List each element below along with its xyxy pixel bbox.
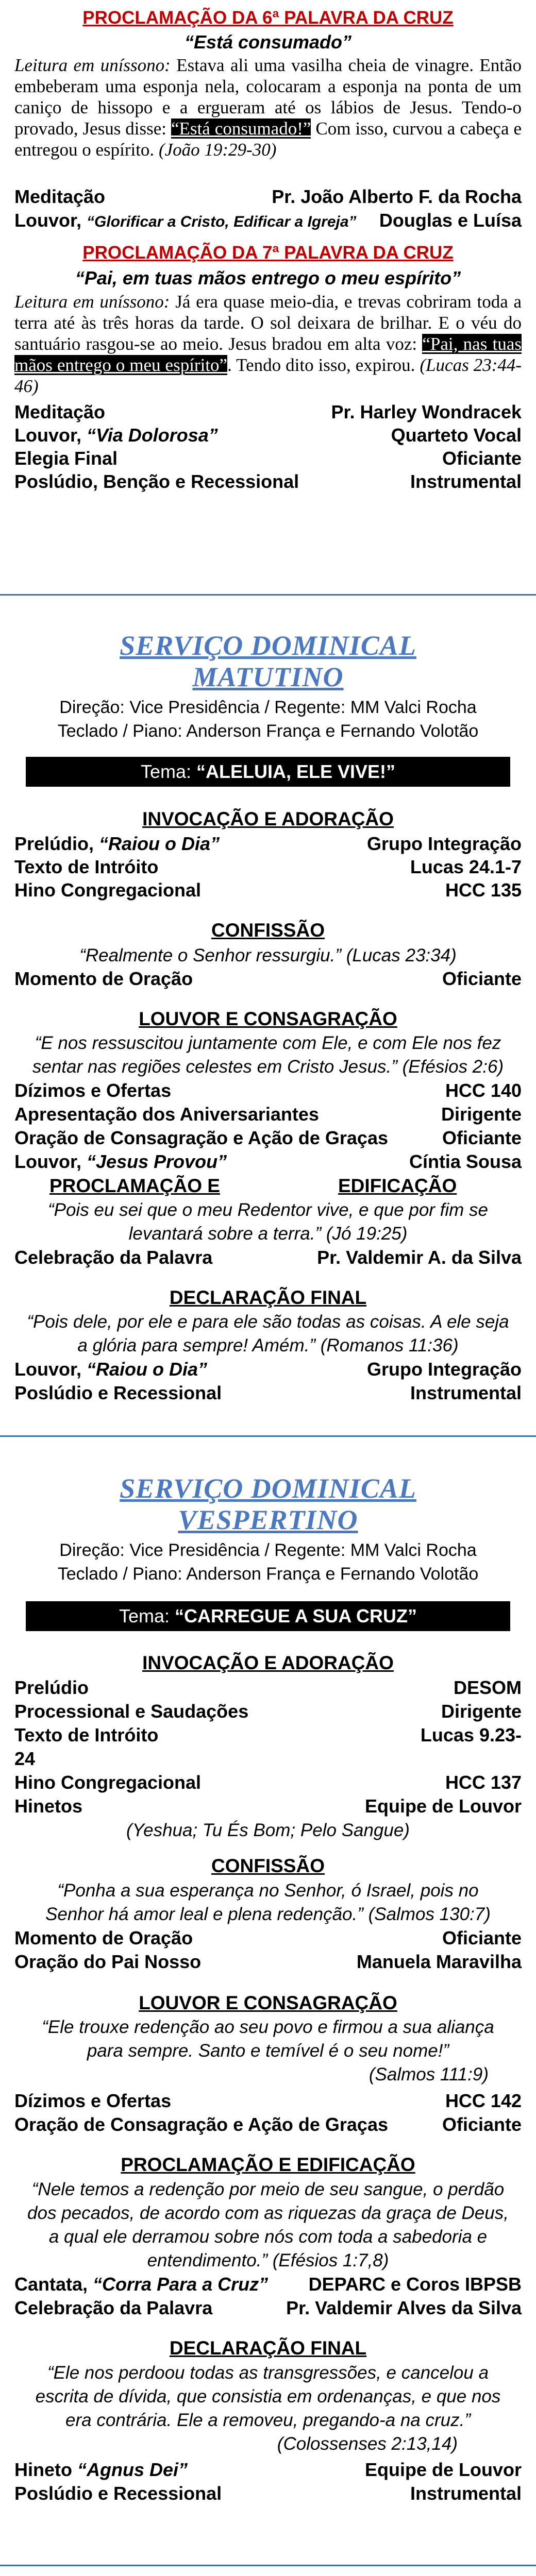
row-label: Texto de Intróito <box>14 856 159 877</box>
confissao-quote-line: “Ponha a sua esperança no Senhor, ó Israel, pois no <box>57 1880 479 1901</box>
meditacao-row <box>14 401 522 423</box>
declaracao-quote-ref: (Colossenses 2:13,14) <box>277 2434 458 2454</box>
row-label: Apresentação dos Aniversariantes <box>14 1104 319 1125</box>
louvor-row <box>14 424 522 447</box>
proclamacao-quote-line: “Nele temos a redenção por meio de seu sangue, o perdão <box>31 2179 505 2199</box>
section-divider <box>0 2565 536 2566</box>
louvor-quote-ref: (Salmos 111:9) <box>368 2064 489 2084</box>
row-value: Pr. João Alberto F. da Rocha <box>272 186 522 207</box>
service-title-line2: MATUTINO <box>192 662 344 692</box>
hinetos-row <box>14 1795 522 1818</box>
proc7-heading: PROCLAMAÇÃO DA 7ª PALAVRA DA CRUZ <box>82 243 454 263</box>
row-value: Equipe de Louvor <box>364 1795 522 1817</box>
oracao-row <box>14 968 522 990</box>
proc7-reading <box>14 291 522 397</box>
row-label: Hinetos <box>14 1795 83 1817</box>
reading-text: Já era quase meio-dia, e trevas cobriram toda a terra até às três horas da tarde. O sol deixara de brilhar. E o véu do santuário rasgou-se ao meio. Jesus bradou em alta voz: <box>14 292 522 354</box>
row-value: HCC 140 <box>445 1080 522 1101</box>
section-heading-invocacao: INVOCAÇÃO E ADORAÇÃO <box>142 808 394 829</box>
service-title-line1: SERVIÇO DOMINICAL <box>120 630 416 661</box>
row-value: Oficiante <box>442 1927 522 1948</box>
reading-text-end: Com isso, curvou a cabeça e entregou o espírito. <box>14 118 522 160</box>
section-heading-declaracao: DECLARAÇÃO FINAL <box>169 2337 367 2359</box>
row-label: Louvor, “Glorificar a Cristo, Edificar a Igreja” <box>14 210 357 231</box>
proclamacao-quote-line: entendimento.” (Efésios 1:7,8) <box>147 2250 389 2270</box>
row-label: Hino Congregacional <box>14 879 202 901</box>
teclado: Teclado / Piano: Anderson França e Fernando Volotão <box>57 1564 479 1584</box>
declaracao-quote-line: “Ele nos perdoou todas as transgressões, e cancelou a <box>47 2363 489 2383</box>
declaracao-quote-line: escrita de dívida, que consistia em ordenanças, e que nos <box>35 2386 501 2406</box>
oracao-row <box>14 1927 522 1950</box>
louvor-quote-line: “Ele trouxe redenção ao seu povo e firmou a sua aliança <box>42 2017 494 2037</box>
row-value: Oficiante <box>442 1127 522 1148</box>
confissao-quote-line: Senhor há amor leal e plena redenção.” (Salmos 130:7) <box>45 1904 491 1924</box>
row-value: HCC 135 <box>445 879 522 901</box>
meditacao-row <box>14 185 522 208</box>
direcao: Direção: Vice Presidência / Regente: MM Valci Rocha <box>59 1540 477 1560</box>
row-value: Instrumental <box>410 1382 522 1403</box>
row-label: Hineto “Agnus Dei” <box>14 2459 188 2480</box>
row-value: Dirigente <box>441 1104 522 1125</box>
service-title-line2: VESPERTINO <box>178 1504 358 1535</box>
hino-row <box>14 1771 522 1794</box>
introito-row <box>14 856 522 878</box>
tema-value: “CARREGUE A SUA CRUZ” <box>175 1605 417 1626</box>
processional-row <box>14 1700 522 1723</box>
section-heading-proclamacao: PROCLAMAÇÃO E <box>49 1175 220 1196</box>
row-label: Meditação <box>14 401 106 422</box>
row-label: Poslúdio e Recessional <box>14 1382 222 1403</box>
dizimos-row <box>14 2090 522 2112</box>
row-label: Elegia Final <box>14 448 118 469</box>
row-label: Oração de Consagração e Ação de Graças <box>14 2114 388 2135</box>
row-value: Instrumental <box>410 471 522 492</box>
row-label: Texto de Intróito <box>14 1724 159 1745</box>
row-value: Equipe de Louvor <box>364 2459 522 2480</box>
row-label: Poslúdio, Benção e Recessional <box>14 471 299 492</box>
highlighted-quote: “Está consumado!” <box>171 118 311 139</box>
tema-banner <box>26 1601 510 1631</box>
louvor-quote-line: sentar nas regiões celestes em Cristo Jesus.” (Efésios 2:6) <box>32 1057 504 1077</box>
row-label: Louvor, “Raiou o Dia” <box>14 1359 208 1380</box>
row-label: Louvor, “Jesus Provou” <box>14 1151 227 1172</box>
row-value: Pr. Valdemir Alves da Silva <box>286 2297 522 2318</box>
song-title: “Via Dolorosa” <box>87 425 218 446</box>
consagracao-row <box>14 2113 522 2136</box>
song-title: “Agnus Dei” <box>77 2459 188 2480</box>
direcao: Direção: Vice Presidência / Regente: MM Valci Rocha <box>59 698 477 717</box>
hino-row <box>14 879 522 902</box>
tema-label: Tema: <box>140 761 191 782</box>
celebracao-row <box>14 2297 522 2319</box>
row-value: Pr. Valdemir A. da Silva <box>317 1247 522 1268</box>
row-label: Meditação <box>14 186 106 207</box>
row-value: Quarteto Vocal <box>391 425 522 446</box>
declaracao-quote-line: a glória para sempre! Amém.” (Romanos 11:36) <box>77 1335 459 1355</box>
louvor-row <box>14 209 522 233</box>
proclamacao-quote-line: a qual ele derramou sobre nós com toda a sabedoria e <box>48 2227 488 2247</box>
section-heading-edificacao: EDIFICAÇÃO <box>338 1175 457 1196</box>
section-heading-declaracao: DECLARAÇÃO FINAL <box>169 1287 367 1308</box>
scripture-ref: (Lucas 23:44-46) <box>14 355 522 396</box>
row-label: Dízimos e Ofertas <box>14 1080 172 1101</box>
aniversariantes-row <box>14 1103 522 1126</box>
row-label: Momento de Oração <box>14 1927 193 1948</box>
preludio-row <box>14 833 522 855</box>
louvor-row <box>14 1150 522 1173</box>
proc6-reading <box>14 55 522 160</box>
pai-nosso-row <box>14 1951 522 1973</box>
posludio-row <box>14 1382 522 1404</box>
row-label: Hino Congregacional <box>14 1772 202 1793</box>
row-label: Prelúdio, “Raiou o Dia” <box>14 833 220 854</box>
dizimos-row <box>14 1079 522 1102</box>
proc7-subtitle: “Pai, em tuas mãos entrego o meu espírito” <box>75 267 461 289</box>
proc6-heading: PROCLAMAÇÃO DA 6ª PALAVRA DA CRUZ <box>82 8 454 28</box>
preludio-row <box>14 1676 522 1699</box>
declaracao-quote-line: “Pois dele, por ele e para ele são todas as coisas. A ele seja <box>27 1312 509 1332</box>
section-heading-confissao: CONFISSÃO <box>211 1855 325 1876</box>
louvor-quote-line: “E nos ressuscitou juntamente com Ele, e com Ele nos fez <box>35 1033 501 1053</box>
louvor-row <box>14 1358 522 1381</box>
row-value: Lucas 24.1-7 <box>410 856 522 877</box>
elegia-row <box>14 447 522 470</box>
tema-banner <box>26 757 510 787</box>
posludio-row <box>14 470 522 493</box>
teclado: Teclado / Piano: Anderson França e Fernando Volotão <box>57 721 479 741</box>
hineto-row <box>14 2459 522 2481</box>
row-value: Cíntia Sousa <box>409 1151 522 1172</box>
row-value: Instrumental <box>410 2483 522 2504</box>
cantata-row <box>14 2273 522 2296</box>
section-divider <box>0 594 536 596</box>
row-value: Oficiante <box>442 2114 522 2135</box>
row-label: Louvor, “Via Dolorosa” <box>14 425 218 446</box>
louvor-quote-line: para sempre. Santo e temível é o seu nome!” <box>87 2041 449 2061</box>
row-value: Grupo Integração <box>366 1359 522 1380</box>
reading-text: Estava ali uma vasilha cheia de vinagre. Então embeberam uma esponja nela, colocaram a esponja na ponta de um caniço de hissopo e a ergueram até os lábios de Jesus. Tendo-o provado, Jesus disse: <box>14 55 522 139</box>
row-label: Prelúdio <box>14 1677 89 1698</box>
introito-row-cont <box>14 1748 522 1770</box>
row-label: Poslúdio e Recessional <box>14 2483 222 2504</box>
row-value: Dirigente <box>441 1701 522 1722</box>
confissao-quote: “Realmente o Senhor ressurgiu.” (Lucas 23:34) <box>79 945 457 965</box>
song-title: “Jesus Provou” <box>87 1151 227 1172</box>
celebracao-row <box>14 1246 522 1269</box>
row-label: 24 <box>14 1748 36 1769</box>
proc6-subtitle: “Está consumado” <box>184 31 352 53</box>
row-label: Celebração da Palavra <box>14 1247 213 1268</box>
row-label: Oração de Consagração e Ação de Graças <box>14 1127 388 1148</box>
section-heading-louvor: LOUVOR E CONSAGRAÇÃO <box>139 1992 397 2013</box>
row-label: Cantata, “Corra Para a Cruz” <box>14 2274 269 2295</box>
proclamacao-quote-line: “Pois eu sei que o meu Redentor vive, e que por fim se <box>47 1200 489 1220</box>
section-heading-invocacao: INVOCAÇÃO E ADORAÇÃO <box>142 1652 394 1673</box>
section-heading-confissao: CONFISSÃO <box>211 920 325 941</box>
row-value: HCC 142 <box>445 2090 522 2111</box>
song-title: “Raiou o Dia” <box>87 1359 208 1380</box>
reading-label: Leitura em uníssono: <box>14 55 171 75</box>
declaracao-quote-line: era contrária. Ele a removeu, pregando-a na cruz.” <box>65 2410 471 2430</box>
row-label: Celebração da Palavra <box>14 2297 213 2318</box>
proclamacao-quote-line: dos pecados, de acordo com as riquezas da graça de Deus, <box>27 2203 509 2223</box>
song-title: “Raiou o Dia” <box>99 833 220 854</box>
introito-row <box>14 1724 522 1747</box>
row-value: HCC 137 <box>445 1772 522 1793</box>
row-label: Oração do Pai Nosso <box>14 1951 202 1972</box>
proclamacao-quote-line: levantará sobre a terra.” (Jó 19:25) <box>128 1224 408 1244</box>
tema-value: “ALELUIA, ELE VIVE!” <box>196 761 396 782</box>
highlighted-quote: “Pai, nas tuas mãos entrego o meu espírito” <box>14 334 522 375</box>
row-value: Manuela Maravilha <box>356 1951 522 1972</box>
row-label: Momento de Oração <box>14 968 193 989</box>
row-value: Pr. Harley Wondracek <box>331 401 522 422</box>
row-value: Douglas e Luísa <box>379 210 522 231</box>
row-value: Oficiante <box>442 968 522 989</box>
hinetos-songs: (Yeshua; Tu És Bom; Pelo Sangue) <box>126 1820 410 1840</box>
consagracao-row <box>14 1127 522 1149</box>
row-label: Processional e Saudações <box>14 1701 249 1722</box>
section-divider <box>0 1435 536 1437</box>
posludio-row <box>14 2482 522 2505</box>
song-title: “Corra Para a Cruz” <box>93 2274 269 2295</box>
song-title: “Glorificar a Cristo, Edificar a Igreja” <box>87 213 357 230</box>
row-value: Grupo Integração <box>366 833 522 854</box>
row-value: Lucas 9.23- <box>420 1724 522 1745</box>
tema-label: Tema: <box>119 1605 170 1626</box>
service-title-line1: SERVIÇO DOMINICAL <box>120 1473 416 1504</box>
row-label: Dízimos e Ofertas <box>14 2090 172 2111</box>
row-value: Oficiante <box>442 448 522 469</box>
row-value: DESOM <box>453 1677 522 1698</box>
scripture-ref: (João 19:29-30) <box>158 140 277 160</box>
reading-label: Leitura em uníssono: <box>14 292 170 312</box>
reading-text-end: . Tendo dito isso, expirou. <box>227 355 415 375</box>
section-heading-louvor: LOUVOR E CONSAGRAÇÃO <box>139 1008 397 1029</box>
row-value: DEPARC e Coros IBPSB <box>308 2274 522 2295</box>
section-heading-proclamacao: PROCLAMAÇÃO E EDIFICAÇÃO <box>121 2154 415 2175</box>
